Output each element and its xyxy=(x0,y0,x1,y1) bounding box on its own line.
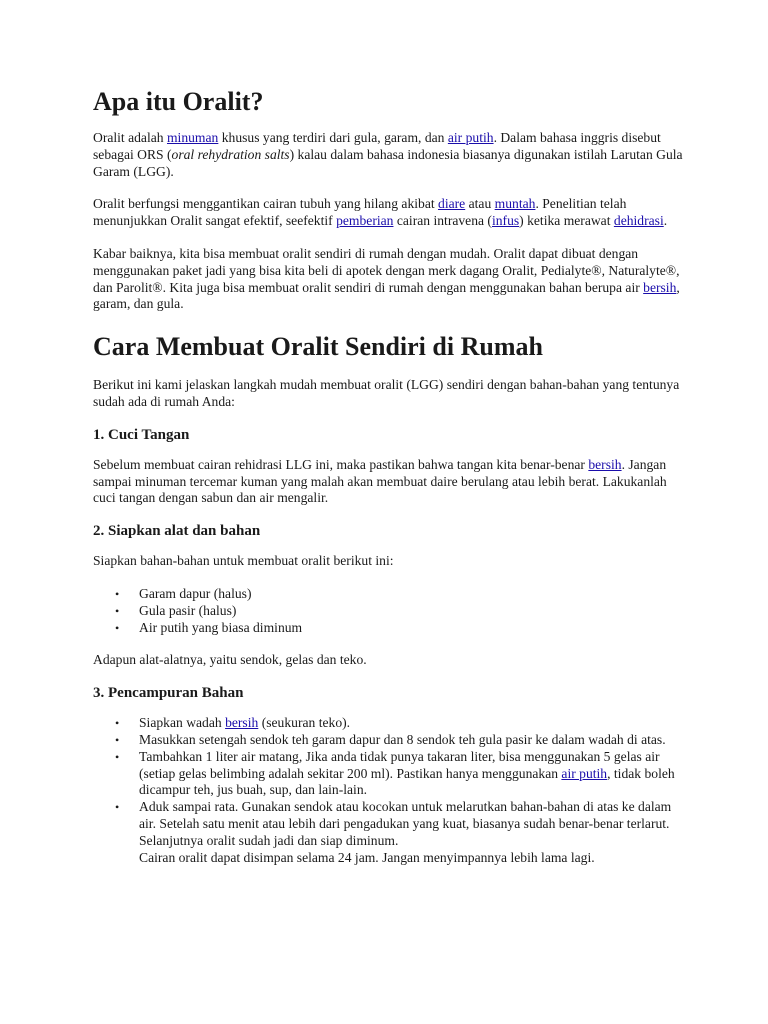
link-bersih[interactable]: bersih xyxy=(643,279,677,295)
paragraph-step-1: Sebelum membuat cairan rehidrasi LLG ini, maka pastikan bahwa tangan kita benar-benar bersih. Jangan sampai minuman tercemar kuman yang malah akan membuat daire berulang atau lebih berat. Lakukanlah cuci tangan dengan sabun dan air mengalir. xyxy=(93,456,667,506)
paragraph-step-2-intro: Siapkan bahan-bahan untuk membuat oralit berikut ini: xyxy=(93,553,394,569)
link-muntah[interactable]: muntah xyxy=(494,196,536,212)
list-item: • Tambahkan 1 liter air matang, Jika anda tidak punya takaran liter, bisa menggunakan 5 gelas air (setiap gelas belimbing adalah sekitar 200 ml). Pastikan hanya menggunakan air putih, tidak boleh dicampur teh, jus buah, sup, dan lain-lain. xyxy=(115,748,675,798)
link-bersih-step3[interactable]: bersih xyxy=(225,715,259,731)
paragraph-good-news: Kabar baiknya, kita bisa membuat oralit sendiri di rumah dengan mudah. Oralit dapat dibuat dengan menggunakan paket jadi yang bisa kita beli di apotek dengan merk dagang Oralit, Pedialyte®, Naturalyte®, dan Parolit®. Kita juga bisa membuat oralit sendiri di rumah dengan menggunakan bahan berupa air bersih, garam, dan gula. xyxy=(93,245,680,312)
link-dehidrasi[interactable]: dehidrasi xyxy=(613,213,664,229)
paragraph-definition: Oralit adalah minuman khusus yang terdiri dari gula, garam, dan air putih. Dalam bahasa inggris disebut sebagai ORS (oral rehydration salts) kalau dalam bahasa indonesia biasanya digunakan istilah Larutan Gula Garam (LGG). xyxy=(93,130,683,179)
link-pemberian[interactable]: pemberian xyxy=(336,213,394,229)
bullet-icon: • xyxy=(115,716,120,731)
heading-step-3: 3. Pencampuran Bahan xyxy=(93,685,244,702)
bullet-icon: • xyxy=(115,749,120,764)
mixing-steps-list xyxy=(93,715,683,866)
list-item: • Air putih yang biasa diminum xyxy=(115,619,303,635)
paragraph-steps-intro: Berikut ini kami jelaskan langkah mudah membuat oralit (LGG) sendiri dengan bahan-bahan yang tentunya sudah ada di rumah Anda: xyxy=(93,377,680,409)
paragraph-step-2-tools: Adapun alat-alatnya, yaitu sendok, gelas dan teko. xyxy=(93,652,367,668)
list-item: • Gula pasir (halus) xyxy=(115,602,237,618)
link-diare[interactable]: diare xyxy=(438,196,466,212)
bullet-icon: • xyxy=(115,620,120,635)
bullet-icon: • xyxy=(115,586,120,601)
bullet-icon: • xyxy=(115,603,120,618)
heading-step-1: 1. Cuci Tangan xyxy=(93,426,190,443)
ors-term: oral rehydration salts xyxy=(171,146,290,162)
article-body xyxy=(93,86,683,866)
link-air-putih[interactable]: air putih xyxy=(447,130,494,145)
bullet-icon: • xyxy=(115,732,120,747)
ingredients-list xyxy=(93,586,683,636)
heading-apa-itu-oralit: Apa itu Oralit? xyxy=(93,87,264,116)
bullet-icon: • xyxy=(115,800,120,815)
list-item: • Aduk sampai rata. Gunakan sendok atau kocokan untuk melarutkan bahan-bahan di atas ke dalam air. Setelah satu menit atau lebih dari pengadukan yang kuat, biasanya sudah benar-benar terlarut. Selanjutnya oralit sudah jadi dan siap diminum. Cairan oralit dapat disimpan selama 24 jam. Jangan menyimpannya lebih lama lagi. xyxy=(115,799,672,865)
link-air-putih-step3[interactable]: air putih xyxy=(561,765,608,781)
link-minuman[interactable]: minuman xyxy=(166,130,219,145)
heading-step-2: 2. Siapkan alat dan bahan xyxy=(93,523,261,540)
list-item: • Siapkan wadah bersih (seukuran teko). xyxy=(115,715,351,731)
heading-cara-membuat: Cara Membuat Oralit Sendiri di Rumah xyxy=(93,332,543,362)
list-item: • Garam dapur (halus) xyxy=(115,585,252,601)
list-item: • Masukkan setengah sendok teh garam dapur dan 8 sendok teh gula pasir ke dalam wadah di atas. xyxy=(115,731,666,747)
paragraph-function: Oralit berfungsi menggantikan cairan tubuh yang hilang akibat diare atau muntah. Penelitian telah menunjukkan Oralit sangat efektif, seefektif pemberian cairan intravena (infus) ketika merawat dehidrasi. xyxy=(93,196,668,229)
link-infus[interactable]: infus xyxy=(491,213,520,229)
link-bersih-step1[interactable]: bersih xyxy=(588,456,622,472)
